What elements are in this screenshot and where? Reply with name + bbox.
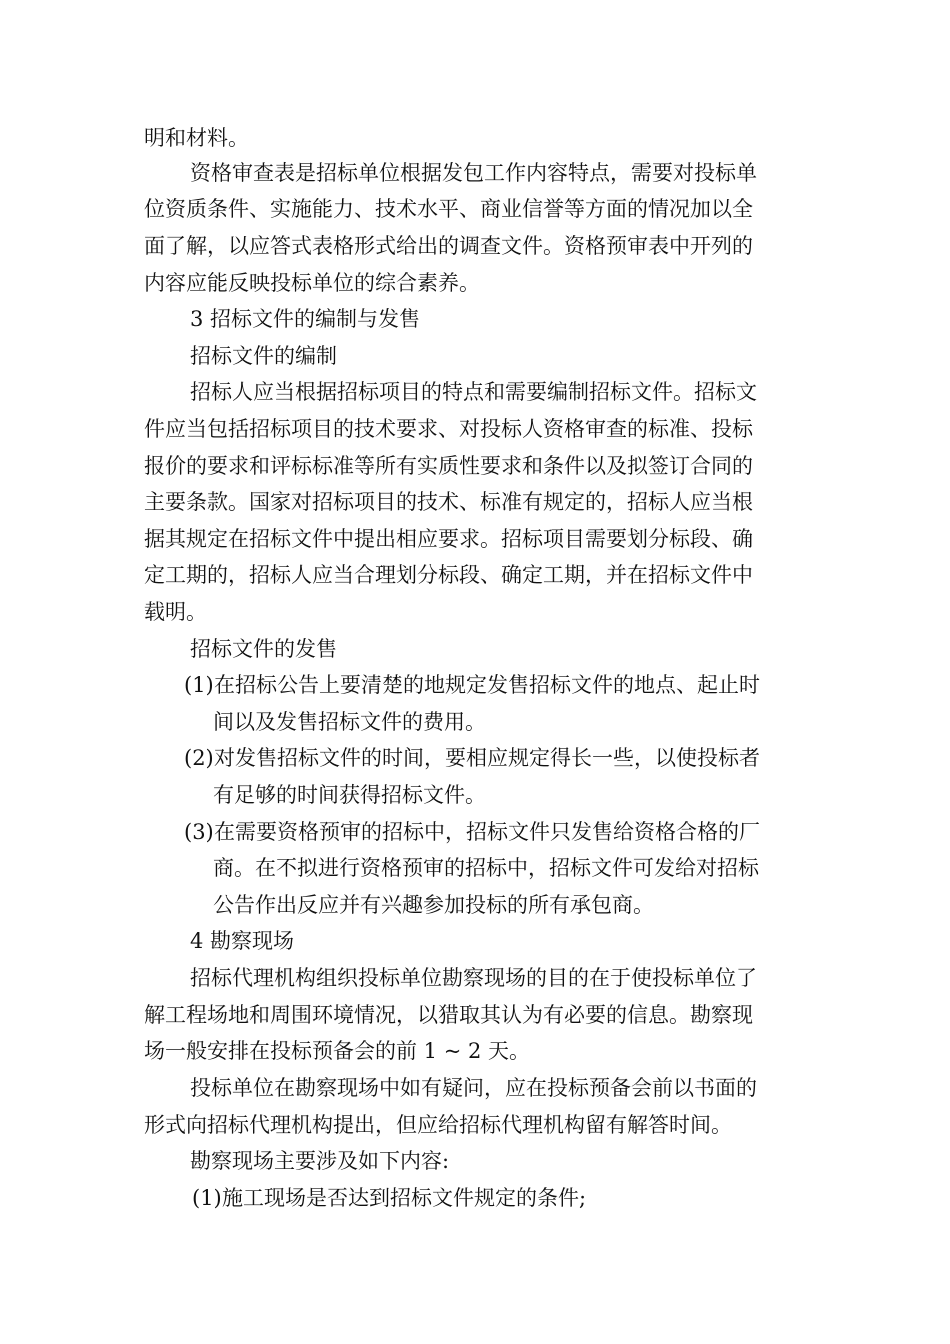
text-line: 解工程场地和周围环境情况，以猎取其认为有必要的信息。勘察现: [144, 1003, 753, 1027]
text-line: 面了解，以应答式表格形式给出的调查文件。资格预审表中开列的: [144, 234, 753, 258]
text-line: 报价的要求和评标标准等所有实质性要求和条件以及拟签订合同的: [144, 454, 753, 478]
list-marker: (2): [184, 746, 214, 770]
text-line: 定工期的，招标人应当合理划分标段、确定工期，并在招标文件中: [144, 563, 753, 587]
section-heading: 3 招标文件的编制与发售: [190, 307, 421, 331]
list-item-text: 在招标公告上要清楚的地规定发售招标文件的地点、起止时: [214, 673, 760, 697]
text-line: 投标单位在勘察现场中如有疑问，应在投标预备会前以书面的: [190, 1076, 757, 1100]
list-marker: (1): [184, 673, 214, 697]
text-line: 有足够的时间获得招标文件。: [213, 783, 486, 807]
text-line: 位资质条件、实施能力、技术水平、商业信誉等方面的情况加以全: [144, 197, 753, 221]
subsection-heading: 招标文件的编制: [190, 344, 337, 368]
list-item: [0, 819, 950, 845]
text-line: 件应当包括招标项目的技术要求、对投标人资格审查的标准、投标: [144, 417, 753, 441]
text-line: 据其规定在招标文件中提出相应要求。招标项目需要划分标段、确: [144, 527, 753, 551]
list-marker: (1): [192, 1186, 222, 1210]
subsection-heading: 招标文件的发售: [190, 637, 337, 661]
text-line: 招标人应当根据招标项目的特点和需要编制招标文件。招标文: [190, 380, 757, 404]
text-line: 资格审查表是招标单位根据发包工作内容特点，需要对投标单: [190, 161, 757, 185]
list-item: [0, 672, 950, 698]
text-line: 主要条款。国家对招标项目的技术、标准有规定的，招标人应当根: [144, 490, 753, 514]
section-heading: 4 勘察现场: [190, 929, 295, 953]
list-marker: (3): [184, 820, 214, 844]
text-line: 间以及发售招标文件的费用。: [213, 710, 486, 734]
text-line: 商。在不拟进行资格预审的招标中，招标文件可发给对招标: [213, 856, 759, 880]
text-line: 场一般安排在投标预备会的前 1 ~ 2 天。: [144, 1039, 531, 1063]
text-line: 勘察现场主要涉及如下内容:: [190, 1149, 450, 1173]
text-line: 载明。: [144, 600, 207, 624]
text-line: 内容应能反映投标单位的综合素养。: [144, 271, 480, 295]
text-line: 公告作出反应并有兴趣参加投标的所有承包商。: [213, 893, 654, 917]
list-item: [0, 1185, 950, 1211]
text-line: 明和材料。: [144, 126, 249, 150]
text-line: 招标代理机构组织投标单位勘察现场的目的在于使投标单位了: [190, 966, 757, 990]
list-item-text: 在需要资格预审的招标中，招标文件只发售给资格合格的厂: [214, 820, 760, 844]
list-item: [0, 745, 950, 771]
list-item-text: 对发售招标文件的时间，要相应规定得长一些，以使投标者: [214, 746, 760, 770]
list-item-text: 施工现场是否达到招标文件规定的条件;: [222, 1186, 587, 1210]
text-line: 形式向招标代理机构提出，但应给招标代理机构留有解答时间。: [144, 1113, 732, 1137]
